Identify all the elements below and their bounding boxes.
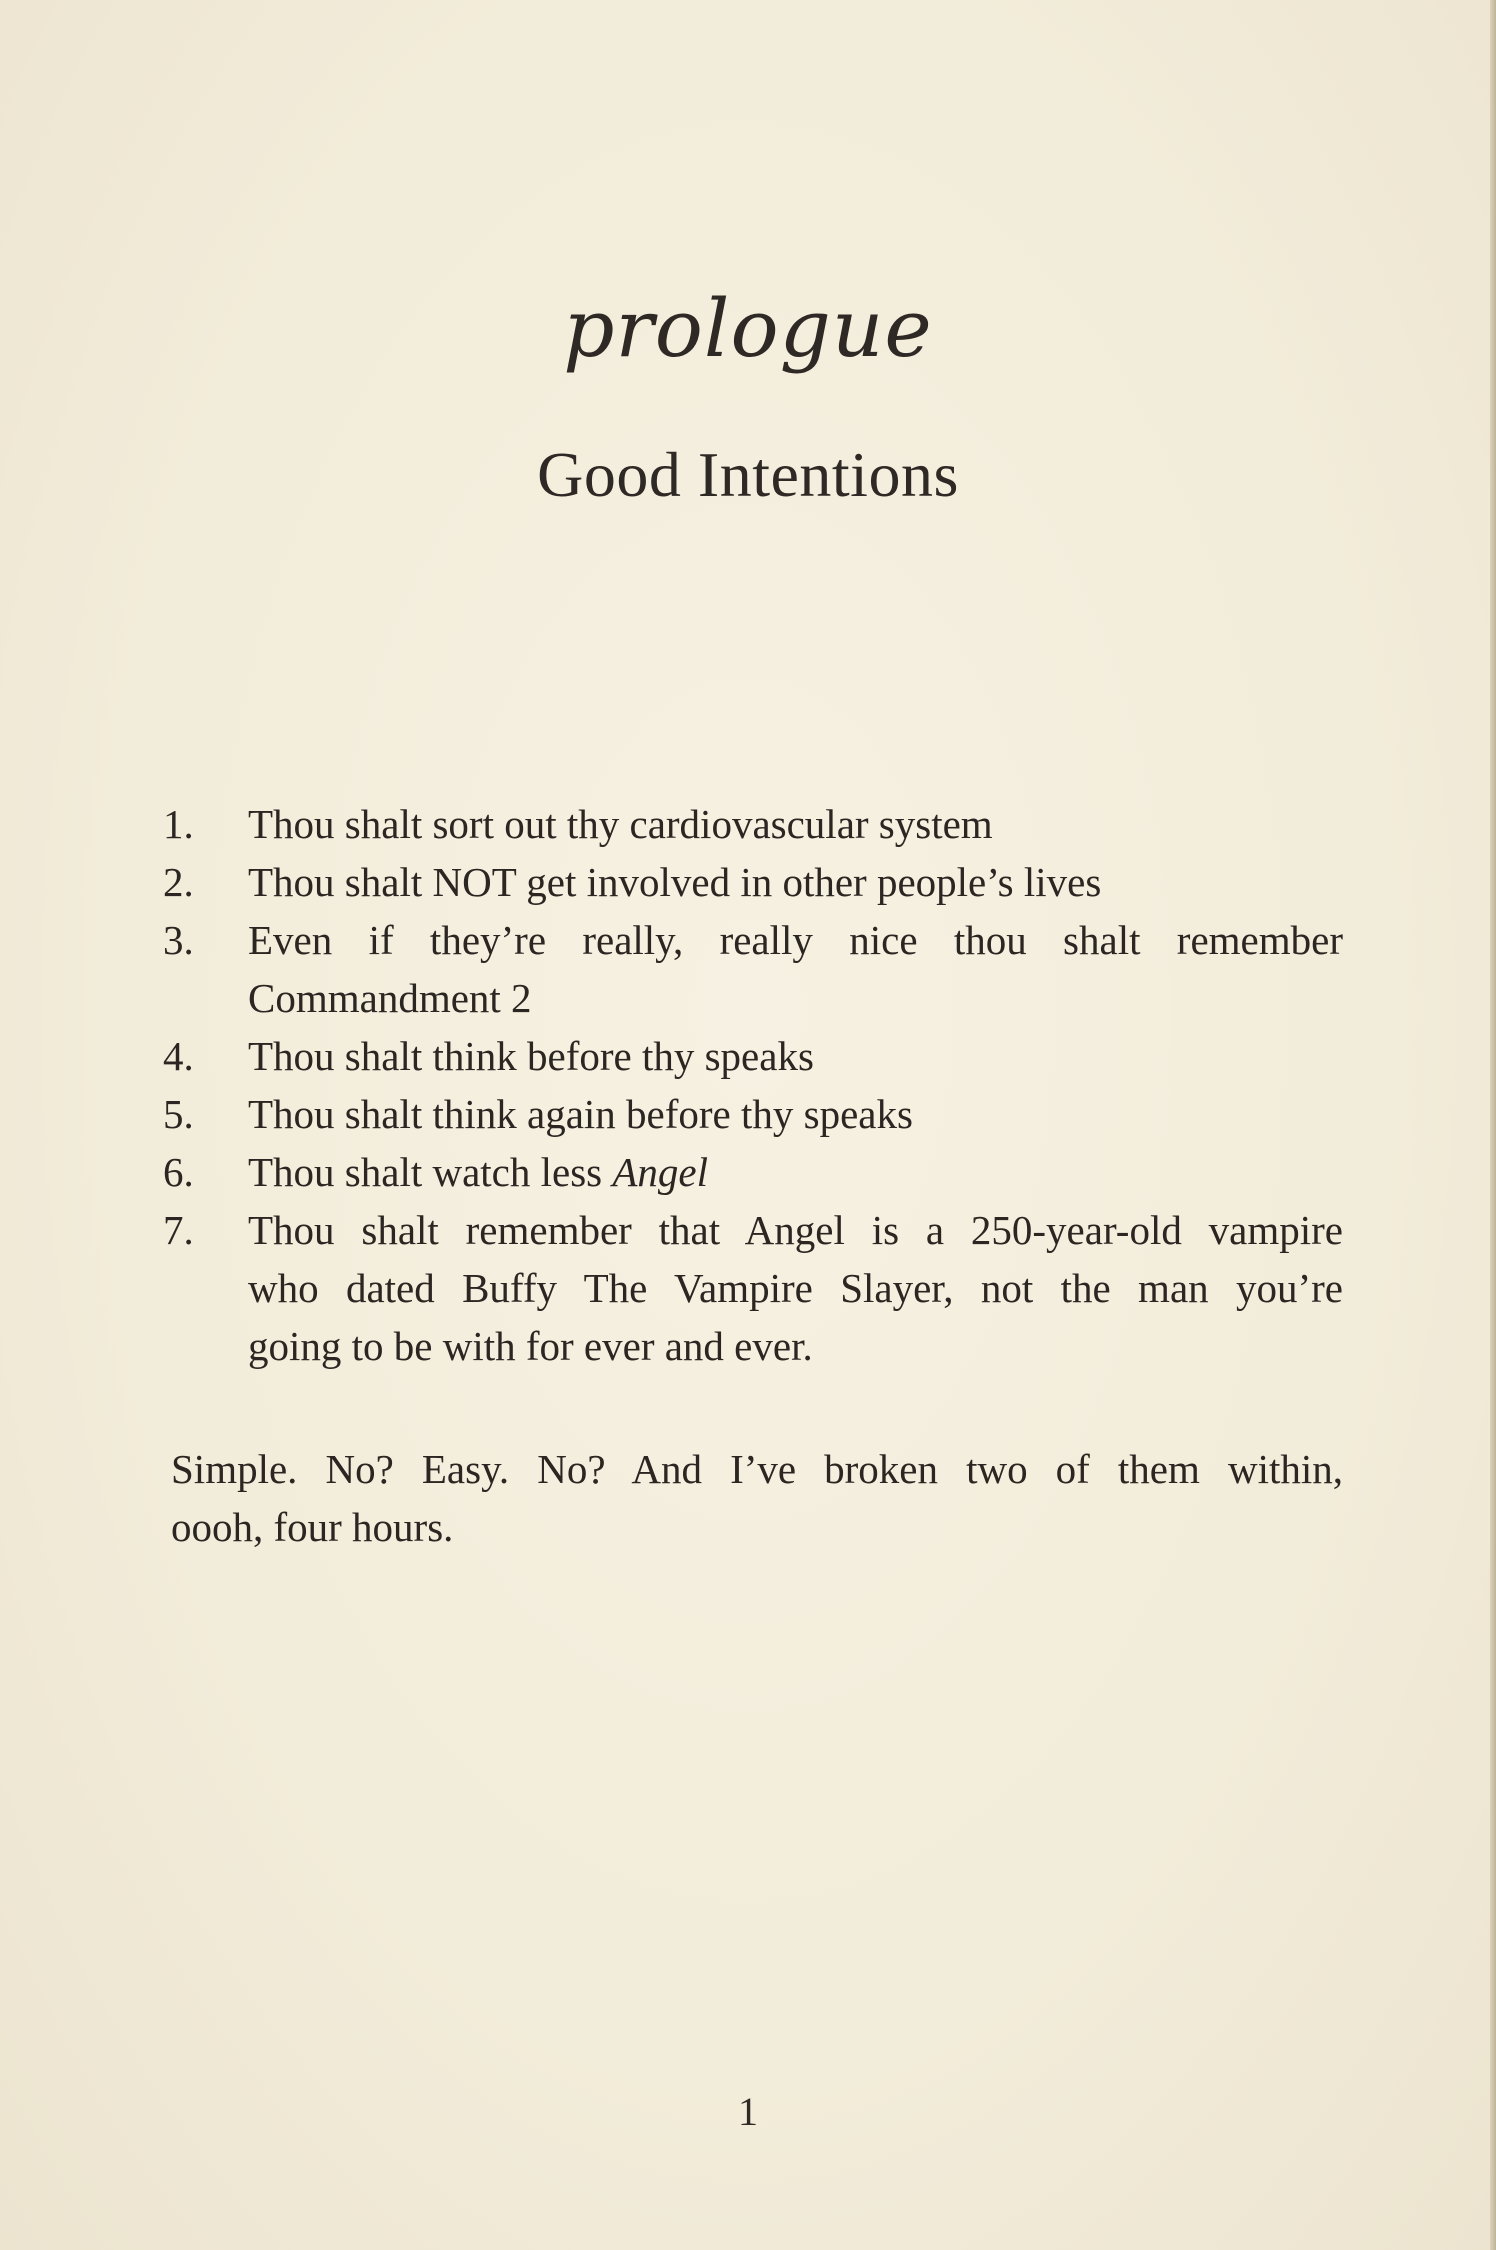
list-item-line: who dated Buffy The Vampire Slayer, not the man you’re (248, 1265, 1343, 1311)
list-item (163, 853, 1343, 911)
list-item-line: Commandment 2 (248, 975, 532, 1021)
list-item (163, 1027, 1343, 1085)
list-item (163, 1143, 1343, 1201)
list-item-number: 4. (163, 1033, 194, 1079)
list-item-text: Thou shalt NOT get involved in other people’s lives (248, 859, 1102, 905)
list-item-text: Thou shalt sort out thy cardiovascular system (248, 801, 993, 847)
list-item-number: 7. (163, 1207, 194, 1253)
chapter-title: Good Intentions (537, 439, 959, 510)
list-item-number: 1. (163, 801, 194, 847)
list-item (163, 1201, 1343, 1375)
list-item-line: Thou shalt remember that Angel is a 250-year-old vampire (248, 1207, 1343, 1253)
list-item-text: Thou shalt think before thy speaks (248, 1033, 814, 1079)
list-item-text: Thou shalt think again before thy speaks (248, 1091, 913, 1137)
commandments-list (163, 795, 1343, 1375)
list-item-number: 2. (163, 859, 194, 905)
list-item-text-block (248, 911, 1343, 1027)
list-item-line: going to be with for ever and ever. (248, 1323, 813, 1369)
list-item (163, 1085, 1343, 1143)
list-item (163, 911, 1343, 1027)
list-item-text-block (248, 1201, 1343, 1375)
paragraph-line: Simple. No? Easy. No? And I’ve broken two of them within, (171, 1446, 1343, 1492)
chapter-label: prologue (563, 282, 933, 375)
paragraph-line: oooh, four hours. (171, 1504, 454, 1550)
list-item-number: 3. (163, 917, 194, 963)
list-item-line: Even if they’re really, really nice thou shalt remember (248, 917, 1343, 963)
body-paragraph (171, 1440, 1343, 1556)
show-title-italic: Angel (612, 1149, 709, 1195)
page-number: 1 (738, 2089, 758, 2134)
list-item-text: Thou shalt watch less (248, 1149, 613, 1195)
list-item (163, 795, 1343, 853)
list-item-text-block (248, 1143, 1343, 1201)
list-item-number: 6. (163, 1149, 194, 1195)
list-item-number: 5. (163, 1091, 194, 1137)
